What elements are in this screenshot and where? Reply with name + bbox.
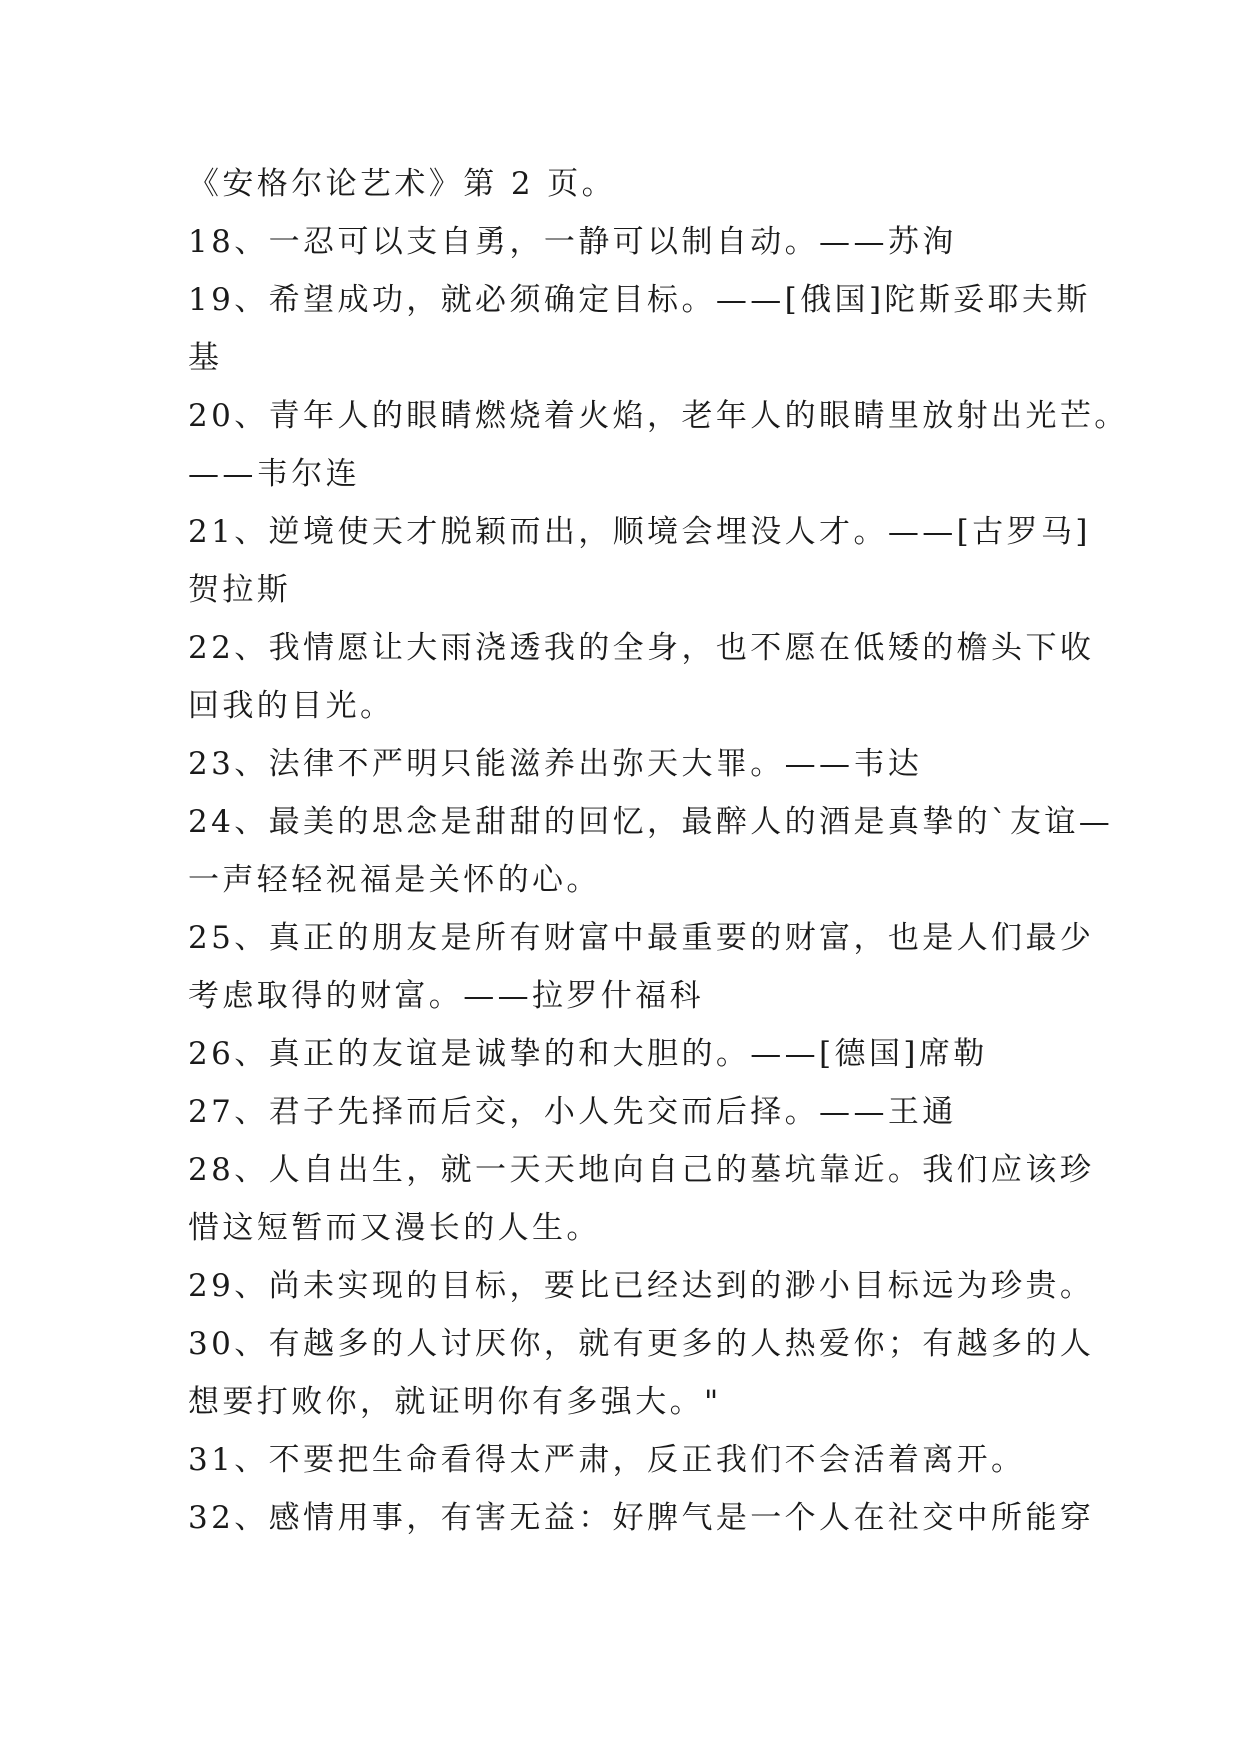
text-line: 29、尚未实现的目标，要比已经达到的渺小目标远为珍贵。 bbox=[188, 1268, 1095, 1304]
text-line: 26、真正的友谊是诚挚的和大胆的。——[德国]席勒 bbox=[188, 1036, 988, 1072]
text-line: 一声轻轻祝福是关怀的心。 bbox=[188, 862, 601, 898]
text-line: 22、我情愿让大雨浇透我的全身，也不愿在低矮的檐头下收 bbox=[188, 630, 1095, 666]
text-line: 《安格尔论艺术》第 2 页。 bbox=[188, 166, 617, 202]
text-line: 考虑取得的财富。——拉罗什福科 bbox=[188, 978, 704, 1014]
text-line: 27、君子先择而后交，小人先交而后择。——王通 bbox=[188, 1094, 957, 1130]
text-line: 18、一忍可以支自勇，一静可以制自动。——苏洵 bbox=[188, 224, 957, 260]
text-line: 24、最美的思念是甜甜的回忆，最醉人的酒是真挚的`友谊— bbox=[188, 804, 1114, 840]
text-line: ——韦尔连 bbox=[188, 456, 360, 492]
text-line: 28、人自出生，就一天天地向自己的墓坑靠近。我们应该珍 bbox=[188, 1152, 1095, 1188]
text-line: 19、希望成功，就必须确定目标。——[俄国]陀斯妥耶夫斯 bbox=[188, 282, 1091, 318]
text-line: 25、真正的朋友是所有财富中最重要的财富，也是人们最少 bbox=[188, 920, 1095, 956]
text-line: 20、青年人的眼睛燃烧着火焰，老年人的眼睛里放射出光芒。 bbox=[188, 398, 1129, 434]
text-line: 21、逆境使天才脱颖而出，顺境会埋没人才。——[古罗马] bbox=[188, 514, 1091, 550]
text-line: 23、法律不严明只能滋养出弥天大罪。——韦达 bbox=[188, 746, 923, 782]
text-line: 32、感情用事，有害无益：好脾气是一个人在社交中所能穿 bbox=[188, 1500, 1095, 1536]
text-line: 基 bbox=[188, 340, 223, 376]
text-line: 惜这短暂而又漫长的人生。 bbox=[188, 1210, 601, 1246]
text-line: 想要打败你，就证明你有多强大。" bbox=[188, 1384, 722, 1420]
text-line: 回我的目光。 bbox=[188, 688, 395, 724]
text-line: 31、不要把生命看得太严肃，反正我们不会活着离开。 bbox=[188, 1442, 1026, 1478]
text-line: 30、有越多的人讨厌你，就有更多的人热爱你；有越多的人 bbox=[188, 1326, 1095, 1362]
text-line: 贺拉斯 bbox=[188, 572, 292, 608]
